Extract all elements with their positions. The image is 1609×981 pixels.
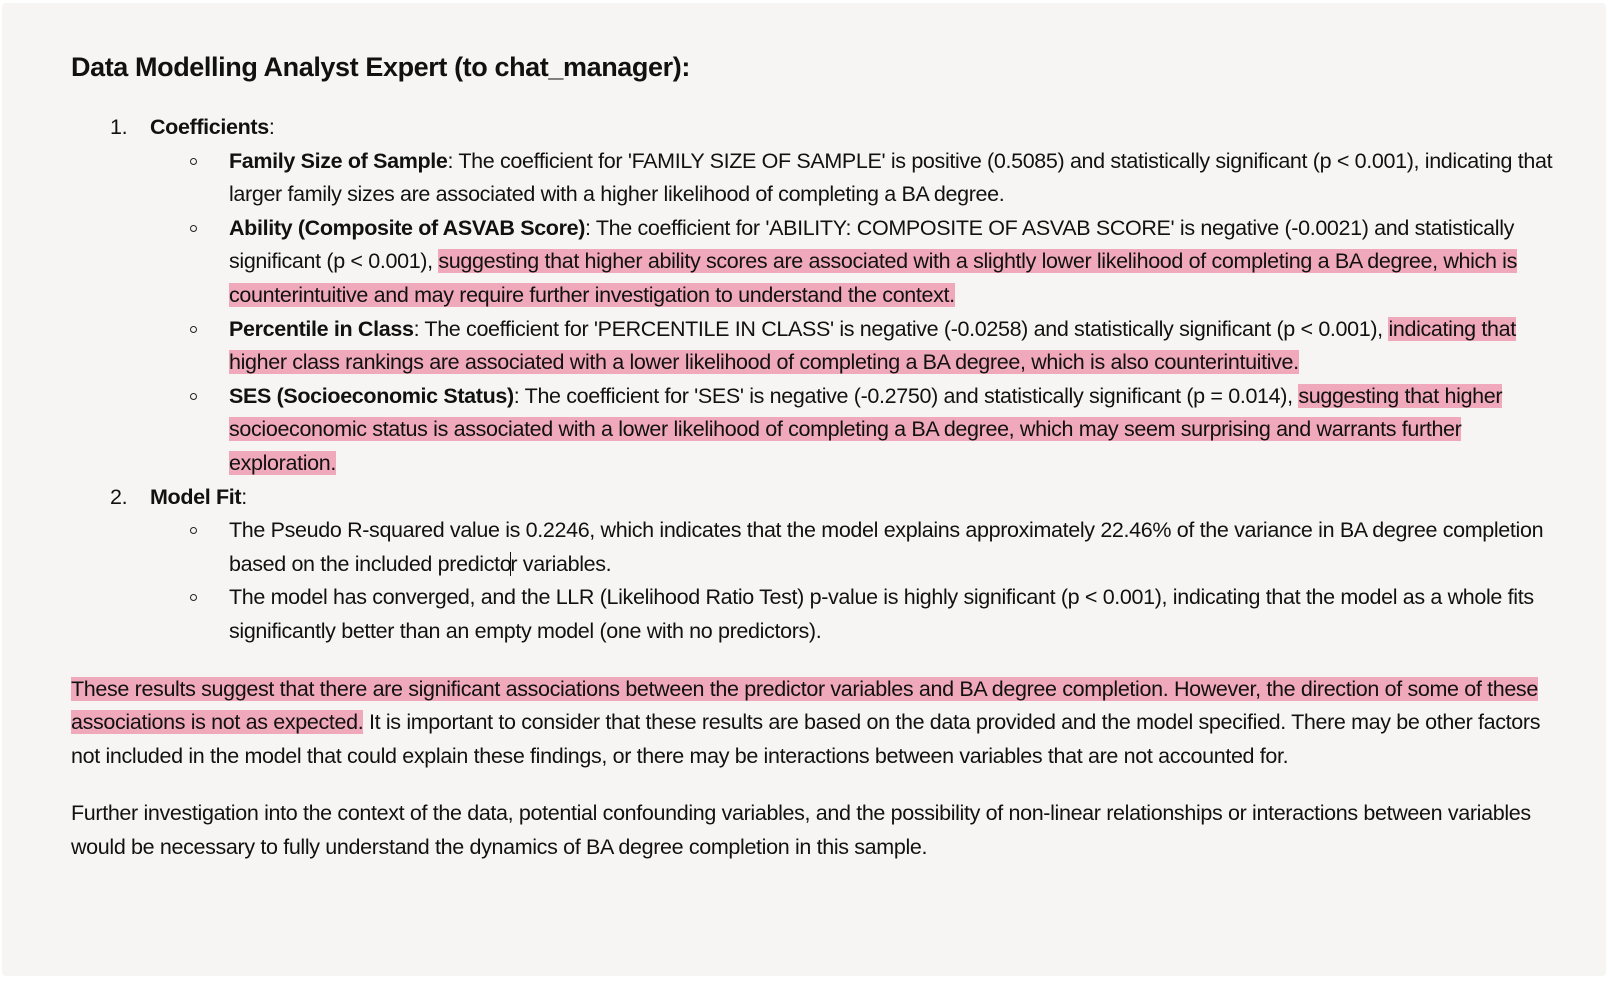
section-colon: : [268, 115, 275, 139]
item-text: r variables. [510, 551, 612, 576]
coefficients-sublist [150, 145, 1566, 481]
list-item-llr [150, 581, 1566, 648]
term-percentile: Percentile in Class [229, 316, 414, 341]
list-item-pseudo-r-squared [150, 514, 1566, 581]
list-number: 1. [110, 115, 128, 139]
list-item-percentile [150, 313, 1566, 380]
item-text: : The coefficient for 'FAMILY SIZE OF SAMPLE' is positive (0.5085) and statistically significant (p < 0.001), indicating that larger family sizes are associated with a higher likelihood of completing a BA degree. [229, 148, 1553, 207]
item-text: : The coefficient for 'PERCENTILE IN CLASS' is negative (-0.0258) and statistically significant (p < 0.001), [413, 316, 1389, 341]
paragraph-text: It is important to consider that these results are based on the data provided and the model specified. There may be other factors not included in the model that could explain these findings, or there may be interactions between variables that are not accounted for. [71, 710, 1541, 768]
item-text: The Pseudo R-squared value is 0.2246, which indicates that the model explains approximately 22.46% of the variance in BA degree completion based on the included predicto [229, 518, 1544, 576]
hollow-bullet-icon [190, 393, 197, 400]
message-heading: Data Modelling Analyst Expert (to chat_manager): [71, 52, 690, 82]
model-fit-sublist [150, 514, 1566, 648]
list-item-ses [150, 380, 1566, 481]
hollow-bullet-icon [190, 225, 197, 232]
highlighted-text: suggesting that higher ability scores are associated with a slightly lower likelihood of completing a BA degree, which is counterintuitive and may require further investigation to understand the context. [229, 249, 1518, 307]
results-paragraph [71, 673, 1566, 774]
list-item-family-size [150, 145, 1566, 212]
list-item-model-fit [71, 481, 1566, 649]
hollow-bullet-icon [190, 594, 197, 601]
item-text: : The coefficient for 'ABILITY: COMPOSITE OF ASVAB SCORE' is negative (-0.0021) and statistically significant (p < 0.001), [229, 215, 1515, 274]
numbered-list [71, 111, 1566, 649]
message-body [71, 111, 1566, 864]
item-text: : The coefficient for 'SES' is negative (-0.2750) and statistically significant (p = 0.014), [513, 383, 1299, 408]
section-colon: : [241, 484, 247, 509]
chat-message-card [2, 3, 1606, 976]
term-family-size: Family Size of Sample [229, 148, 448, 173]
list-item-coefficients [71, 111, 1566, 481]
item-text: The model has converged, and the LLR (Likelihood Ratio Test) p-value is highly significant (p < 0.001), indicating that the model as a whole fits significantly better than an empty model (one with no predictors). [229, 585, 1534, 643]
hollow-bullet-icon [190, 158, 197, 165]
hollow-bullet-icon [190, 326, 197, 333]
list-item-ability [150, 212, 1566, 313]
section-title-coefficients: Coefficients [150, 115, 269, 139]
list-number: 2. [110, 484, 128, 509]
highlighted-text: These results suggest that there are significant associations between the predictor variables and BA degree completion. However, the direction of some of these associations is not as expected. [71, 676, 1538, 735]
highlighted-text: suggesting that higher socioeconomic status is associated with a lower likelihood of completing a BA degree, which may seem surprising and warrants further exploration. [229, 383, 1503, 475]
further-investigation-paragraph: Further investigation into the context of the data, potential confounding variables, and the possibility of non-linear relationships or interactions between variables would be necessary to fully understand the dynamics of BA degree completion in this sample. [71, 801, 1531, 859]
section-title-model-fit: Model Fit [150, 484, 242, 509]
hollow-bullet-icon [190, 527, 197, 534]
highlighted-text: indicating that higher class rankings are associated with a lower likelihood of completing a BA degree, which is also counterintuitive. [229, 316, 1516, 375]
term-ability: Ability (Composite of ASVAB Score) [229, 215, 586, 240]
term-ses: SES (Socioeconomic Status) [229, 383, 514, 408]
